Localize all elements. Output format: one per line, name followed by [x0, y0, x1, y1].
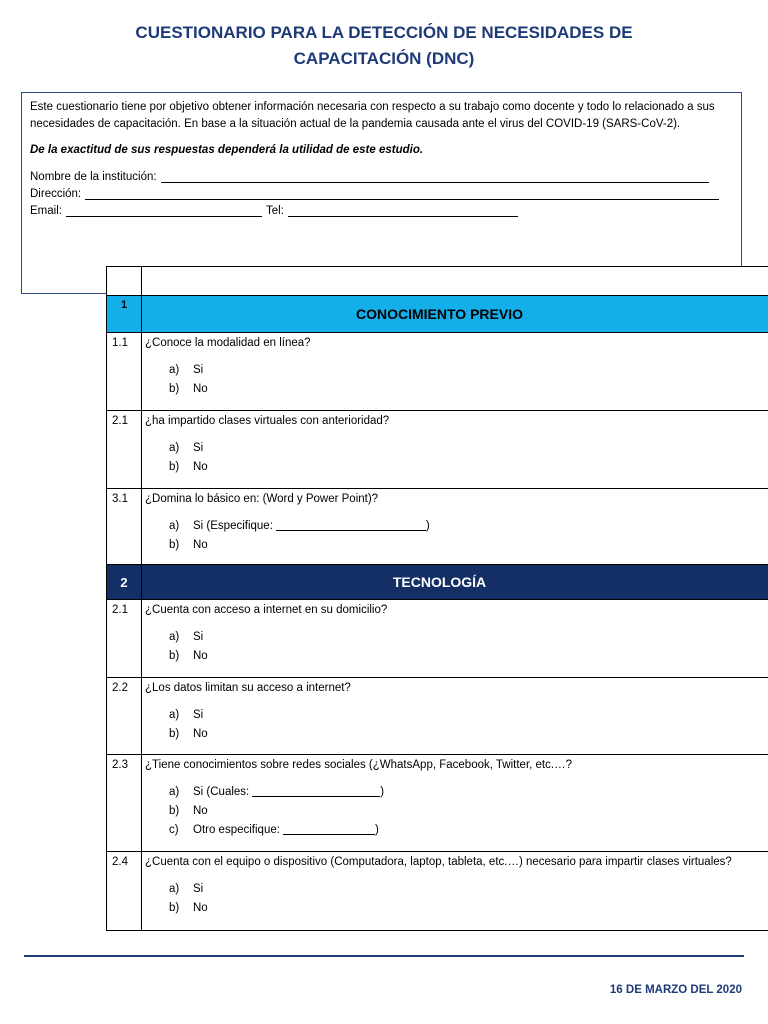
footer-date: 16 DE MARZO DEL 2020 [609, 984, 742, 996]
institution-blank[interactable] [161, 169, 709, 183]
section-conocimiento-previo [107, 296, 768, 333]
address-field[interactable] [30, 186, 733, 203]
answer-options [169, 628, 768, 666]
address-blank[interactable] [85, 186, 719, 200]
option-a[interactable]: a) Si [169, 364, 204, 376]
answer-options [169, 361, 768, 399]
email-label: Email: [30, 205, 62, 217]
intro-box [21, 92, 742, 294]
question-row [107, 489, 768, 565]
intro-note: De la exactitud de sus respuestas dependerá la utilidad de este estudio. [30, 144, 424, 156]
question-number: 3.1 [107, 489, 142, 565]
which-blank[interactable] [252, 783, 380, 797]
option-a[interactable]: a) Si [169, 883, 204, 895]
email-blank[interactable] [66, 203, 262, 217]
title-line-2: CAPACITACIÓN (DNC) [293, 49, 475, 68]
questionnaire-table [106, 266, 768, 931]
section-number: 2 [107, 565, 142, 600]
email-tel-field [30, 203, 733, 220]
option-b[interactable]: b) No [169, 539, 208, 551]
question-number: 2.1 [107, 600, 142, 678]
other-blank[interactable] [283, 821, 375, 835]
footer-divider [24, 955, 744, 957]
question-text: ¿Cuenta con el equipo o dispositivo (Computadora, laptop, tableta, etc.…) necesario para impartir clases virtuales? [145, 856, 732, 868]
section-tecnologia [107, 565, 768, 600]
question-text: ¿Tiene conocimientos sobre redes sociales (¿WhatsApp, Facebook, Twitter, etc.…? [145, 759, 572, 771]
question-text: ¿Los datos limitan su acceso a internet? [145, 682, 351, 694]
question-number: 2.3 [107, 755, 142, 852]
section-title: CONOCIMIENTO PREVIO [142, 296, 768, 333]
option-c[interactable]: c) Otro especifique: ) [169, 821, 768, 840]
question-number: 2.4 [107, 852, 142, 931]
question-row [107, 411, 768, 489]
option-b[interactable]: b) No [169, 461, 208, 473]
document-title [0, 20, 768, 72]
option-a[interactable]: a) Si [169, 631, 204, 643]
section-number: 1 [107, 296, 142, 333]
question-number: 2.1 [107, 411, 142, 489]
question-number: 2.2 [107, 678, 142, 755]
institution-label: Nombre de la institución: [30, 171, 157, 183]
option-a[interactable]: a) Si [169, 442, 204, 454]
option-b[interactable]: b) No [169, 728, 208, 740]
option-a[interactable]: a) Si [169, 709, 204, 721]
question-row [107, 852, 768, 931]
question-row [107, 600, 768, 678]
option-a[interactable]: a) Si (Cuales: ) [169, 783, 768, 802]
answer-options [169, 783, 768, 840]
address-label: Dirección: [30, 188, 82, 200]
question-row [107, 755, 768, 852]
answer-options [169, 439, 768, 477]
specify-blank[interactable] [276, 517, 426, 531]
question-text: ¿ha impartido clases virtuales con anterioridad? [145, 415, 390, 427]
question-text: ¿Cuenta con acceso a internet en su domicilio? [145, 604, 388, 616]
question-row [107, 333, 768, 411]
section-title: TECNOLOGÍA [142, 565, 768, 600]
option-b[interactable]: b) No [169, 902, 208, 914]
option-b[interactable]: b) No [169, 650, 208, 662]
option-a[interactable]: a) Si (Especifique: ) [169, 517, 768, 536]
answer-options [169, 517, 768, 555]
question-text: ¿Conoce la modalidad en línea? [145, 337, 311, 349]
question-text: ¿Domina lo básico en: (Word y Power Point)? [145, 493, 379, 505]
institution-field[interactable] [30, 169, 733, 186]
question-row [107, 678, 768, 755]
table-header-row [107, 267, 768, 296]
intro-paragraph: Este cuestionario tiene por objetivo obtener información necesaria con respecto a su trabajo como docente y todo lo relacionado a sus necesidades de capacitación. En base a la situación actual de la pandemia causada ante el virus del COVID-19 (SARS-CoV-2). [30, 101, 715, 130]
question-number: 1.1 [107, 333, 142, 411]
tel-blank[interactable] [288, 203, 518, 217]
title-line-1: CUESTIONARIO PARA LA DETECCIÓN DE NECESIDADES DE [135, 23, 633, 42]
tel-label: Tel: [265, 205, 284, 217]
option-b[interactable]: b) No [169, 383, 208, 395]
answer-options [169, 880, 768, 918]
contact-fields [30, 169, 733, 220]
option-b[interactable]: b) No [169, 805, 208, 817]
answer-options [169, 706, 768, 744]
